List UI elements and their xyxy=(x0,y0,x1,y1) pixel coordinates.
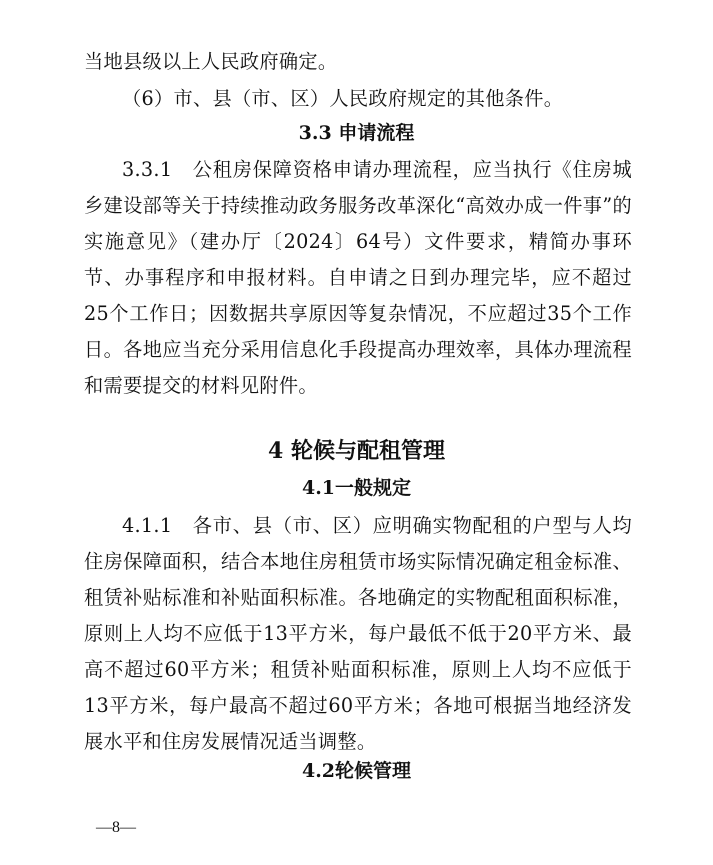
page-number: —8— xyxy=(96,819,136,836)
section-heading-3-3: 3.3 申请流程 xyxy=(298,122,415,144)
chapter-heading-4: 4 轮候与配租管理 xyxy=(268,438,445,464)
paragraph-3-3-1: 3.3.1 公租房保障资格申请办理流程，应当执行《住房城乡建设部等关于持续推动政务服务改革深化“高效办成一件事”的实施意见》（建办厅〔2024〕64号）文件要求，精简办事环节、办事程序和申报材料。自申请之日到办理完毕，应不超过25个工作日；因数据共享原因等复杂情况，不应超过35个工作日。各地应当充分采用信息化手段提高办理效率，具体办理流程和需要提交的材料见附件。 xyxy=(84,158,632,397)
section-heading-4-2: 4.2轮候管理 xyxy=(301,760,412,782)
paragraph-continuation: 当地县级以上人民政府确定。 xyxy=(84,50,338,73)
section-heading-4-1: 4.1一般规定 xyxy=(301,477,412,499)
paragraph-4-1-1: 4.1.1 各市、县（市、区）应明确实物配租的户型与人均住房保障面积，结合本地住房租赁市场实际情况确定租金标准、租赁补贴标准和补贴面积标准。各地确定的实物配租面积标准，原则上人均不应低于13平方米，每户最低不低于20平方米、最高不超过60平方米；租赁补贴面积标准，原则上人均不应低于13平方米，每户最高不超过60平方米；各地可根据当地经济发展水平和住房发展情况适当调整。 xyxy=(84,514,632,753)
list-item-6: （6）市、县（市、区）人民政府规定的其他条件。 xyxy=(122,87,564,110)
